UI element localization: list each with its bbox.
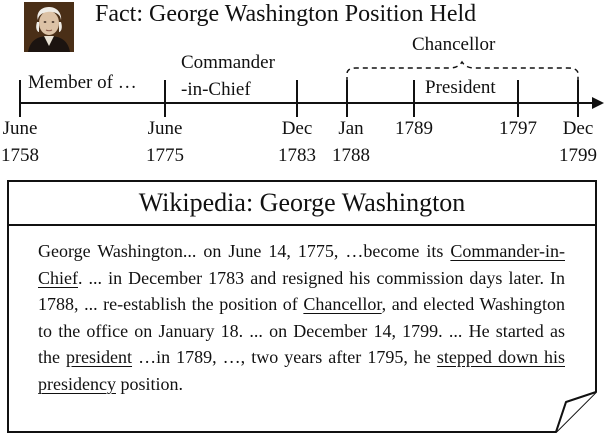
- text-segment: . ... in December 1783 and resigned his commission days later. In 1788, ... re-establish the position of: [38, 267, 565, 314]
- underlined-term-president: president: [66, 347, 133, 367]
- tick-month: Dec: [281, 118, 313, 139]
- tick-year: 1758: [1, 145, 39, 166]
- text-segment: position.: [115, 373, 183, 394]
- tick-year: 1783: [278, 145, 316, 166]
- label-president: President: [425, 77, 496, 98]
- text-segment: George Washington... on June 14, 1775, …become its: [38, 241, 451, 261]
- tick-month: Dec: [562, 118, 594, 139]
- tick-year: 1789: [395, 118, 433, 139]
- tick-year: 1799: [559, 145, 597, 166]
- document-title: Wikipedia: George Washington: [138, 188, 466, 217]
- fact-title: Fact: George Washington Position Held: [95, 1, 477, 27]
- text-segment: …in 1789, …, two years after 1795, he: [132, 347, 437, 367]
- tick-month: June: [2, 118, 38, 139]
- underlined-term-commander: Commander-in-Chief: [38, 241, 565, 288]
- document-text: [38, 238, 565, 397]
- underlined-term-chancellor: Chancellor: [303, 294, 382, 314]
- tick-year: 1775: [146, 145, 184, 166]
- label-commander-line1: Commander: [181, 52, 275, 73]
- tick-year: 1788: [332, 145, 370, 166]
- timeline: [0, 36, 604, 176]
- label-chancellor: Chancellor: [412, 36, 496, 55]
- label-member: Member of …: [28, 72, 137, 93]
- underlined-term-stepped-down: stepped down his presidency: [38, 347, 565, 394]
- tick-month: Jan: [338, 118, 364, 139]
- tick-month: June: [147, 118, 183, 139]
- label-commander-line2: -in-Chief: [181, 79, 251, 100]
- text-segment: , and elected Washington to the office on January 18. ... on December 14, 1799. ... He started as the: [38, 294, 565, 367]
- tick-year: 1797: [499, 118, 537, 139]
- timeline-arrowhead: [592, 97, 604, 109]
